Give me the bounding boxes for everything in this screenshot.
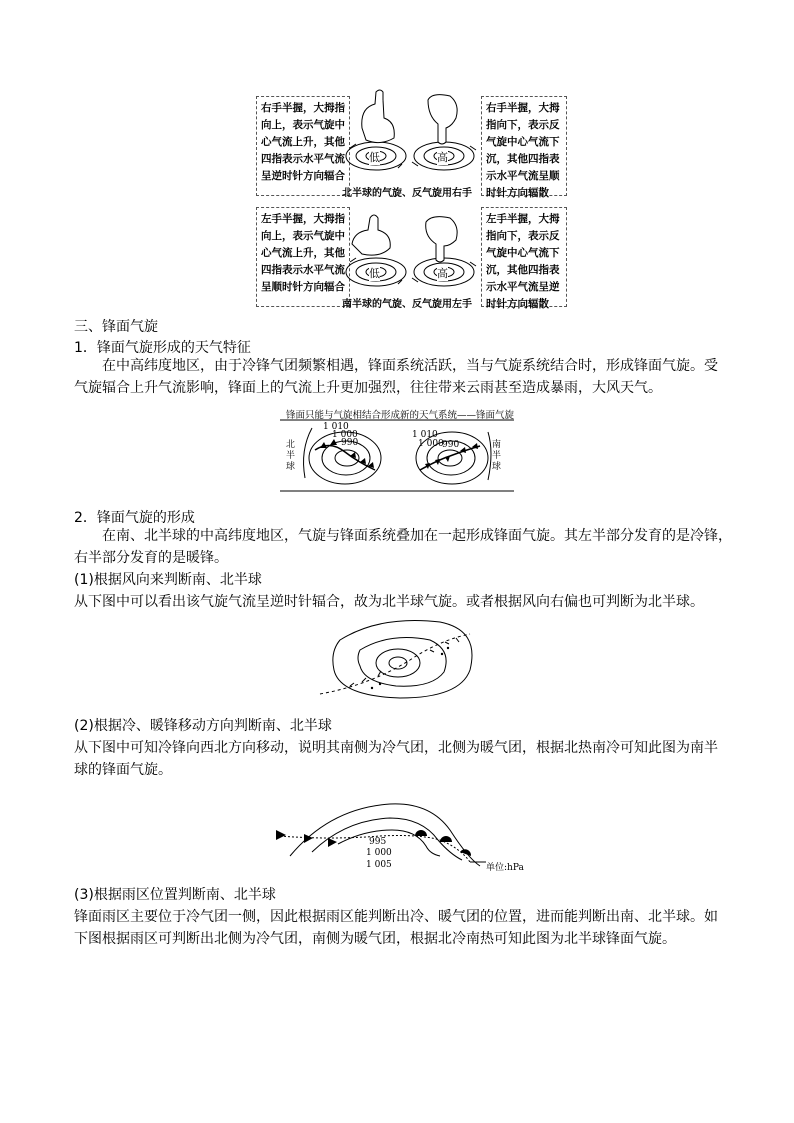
nh-high-label: 高	[437, 151, 448, 164]
heading-wind-direction: (1)根据风向来判断南、北半球	[74, 572, 262, 588]
nh-caption: 北半球的气旋、反气旋用右手	[342, 188, 472, 199]
sh-low-label: 低	[369, 267, 380, 280]
paragraph-front-movement-line1: 从下图中可知冷锋向西北方向移动，说明其南侧为冷气团，北侧为暖气团，根据北热南冷可知此图为南半	[74, 740, 718, 756]
sh-high-label: 高	[437, 267, 448, 280]
unit-label: 单位:hPa	[486, 863, 524, 873]
sh-caption: 南半球的气旋、反气旋用左手	[342, 299, 472, 310]
heading-front-movement: (2)根据冷、暖锋移动方向判断南、北半球	[74, 718, 332, 734]
figure2-title: 锋面只能与气旋相结合形成新的天气系统——锋面气旋	[286, 410, 515, 421]
nh-iso-990: 990	[341, 438, 359, 448]
figure-front-movement	[0, 790, 794, 890]
paragraph-wind-direction: 从下图中可以看出该气旋气流呈逆时针辐合，故为北半球气旋。或者根据风向右偏也可判断为北半球。	[74, 594, 704, 610]
sh-iso-990: 990	[442, 440, 460, 450]
figure2-drawing	[0, 400, 794, 500]
nh-low-label: 低	[369, 151, 380, 164]
iso-1005: 1 005	[366, 860, 392, 870]
section-heading: 三、锋面气旋	[74, 319, 158, 335]
paragraph-weather-line2: 气旋辐合上升气流影响，锋面上的气流上升更加强烈，往往带来云雨甚至造成暴雨，大风天气。	[74, 380, 662, 396]
paragraph-rain-area-line2: 下图根据雨区可判断出北侧为冷气团，南侧为暖气团，根据北冷南热可知此图为北半球锋面气旋。	[74, 931, 676, 947]
nh-anticyclone-text-box: 右手半握，大拇指向下，表示反气旋中心气流下沉，其他四指表示水平气流呈顺时针方向辐散	[481, 96, 567, 196]
sh-label: 南半球	[492, 440, 502, 472]
figure-wind-cyclone	[0, 610, 794, 710]
sh-iso-1000: 1 000	[418, 439, 444, 449]
subheading-weather-features: 1．锋面气旋形成的天气特征	[74, 340, 251, 356]
heading-rain-area: (3)根据雨区位置判断南、北半球	[74, 887, 276, 903]
nh-iso-1010: 1 010	[323, 422, 349, 432]
iso-995: 995	[369, 837, 387, 847]
nh-label: 北半球	[286, 440, 296, 472]
paragraph-formation-line1: 在南、北半球的中高纬度地区，气旋与锋面系统叠加在一起形成锋面气旋。其左半部分发育的是冷锋，	[102, 528, 732, 544]
paragraph-rain-area-line1: 锋面雨区主要位于冷气团一侧，因此根据雨区能判断出冷、暖气团的位置，进而能判断出南、北半球。如	[74, 909, 718, 925]
hand-rule-drawing	[0, 0, 794, 320]
iso-1000: 1 000	[366, 848, 392, 858]
sh-iso-1010: 1 010	[412, 430, 438, 440]
sh-cyclone-text-box: 左手半握，大拇指向上，表示气旋中心气流上升，其他四指表示水平气流呈顺时针方向辐合	[256, 207, 350, 307]
paragraph-weather-line1: 在中高纬度地区，由于冷锋气团频繁相遇，锋面系统活跃，当与气旋系统结合时，形成锋面气旋。受	[102, 358, 718, 374]
nh-iso-1000: 1 000	[332, 430, 358, 440]
paragraph-formation-line2: 右半部分发育的是暖锋。	[74, 550, 228, 566]
nh-cyclone-text-box: 右手半握，大拇指向上，表示气旋中心气流上升，其他四指表示水平气流呈逆时针方向辐合	[256, 96, 350, 196]
paragraph-front-movement-line2: 球的锋面气旋。	[74, 762, 172, 778]
subheading-formation: 2．锋面气旋的形成	[74, 510, 195, 526]
sh-anticyclone-text-box: 左手半握，大拇指向下，表示反气旋中心气流下沉，其他四指表示水平气流呈逆时针方向辐散	[481, 207, 567, 307]
